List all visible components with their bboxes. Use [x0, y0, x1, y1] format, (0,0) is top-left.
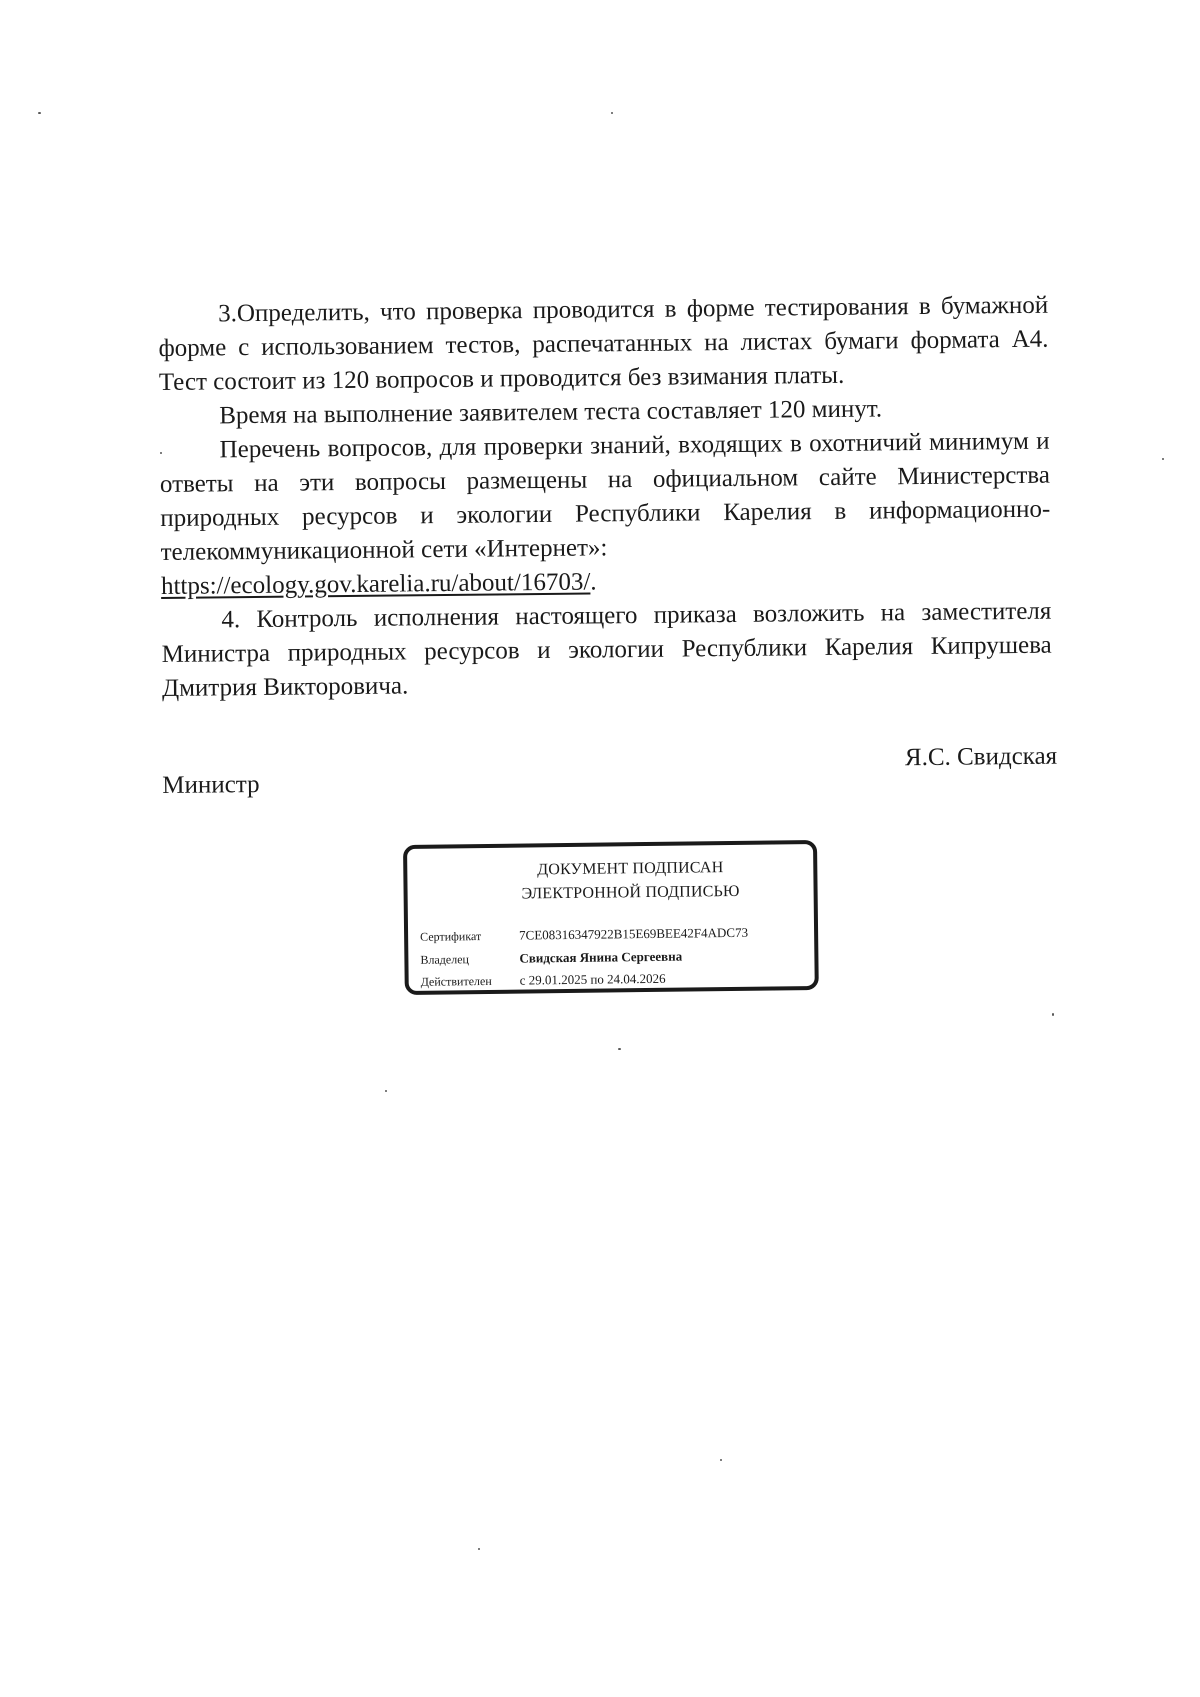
stamp-validity-label: Действителен	[420, 973, 492, 989]
document-body	[158, 289, 1052, 706]
signature-block	[162, 742, 1058, 799]
scan-speck	[1052, 1013, 1054, 1016]
scan-speck	[385, 1090, 387, 1092]
scan-speck	[720, 1459, 722, 1461]
paragraph-test-time: Время на выполнение заявителем теста составляет 120 минут.	[219, 395, 883, 430]
signatory-name: Я.С. Свидская	[904, 742, 1058, 772]
stamp-owner-value: Свидская Янина Сергеевна	[519, 948, 683, 966]
stamp-owner-row	[420, 949, 682, 968]
stamp-heading-line1: ДОКУМЕНТ ПОДПИСАН	[537, 859, 724, 879]
electronic-signature-stamp	[403, 840, 819, 995]
scan-speck	[611, 112, 613, 114]
link-trailing-period: .	[590, 568, 597, 596]
stamp-validity-row	[421, 971, 666, 990]
ecology-website-link[interactable]: https://ecology.gov.karelia.ru/about/16703/	[160, 568, 591, 600]
stamp-certificate-value: 7CE08316347922B15E69BEE42F4ADC73	[519, 924, 749, 943]
paragraph-item-4: 4. Контроль исполнения настоящего приказа возложить на заместителя Министра природных ресурсов и экологии Республики Карелия Кипрушева Дмитрия Викторовича.	[161, 597, 1052, 702]
paragraph-question-list-text: Перечень вопросов, для проверки знаний, входящих в охотничий минимум и ответы на эти вопросы размещены на официальном сайте Министерства природных ресурсов и экологии Республики Карелия в информационно-телекоммуникационной сети «Интернет»:	[159, 427, 1051, 566]
stamp-owner-label: Владелец	[420, 952, 469, 967]
scan-speck	[38, 112, 41, 114]
scan-speck	[160, 452, 162, 454]
stamp-validity-value: с 29.01.2025 по 24.04.2026	[519, 970, 666, 988]
scan-speck	[1162, 458, 1164, 460]
paragraph-item-3: 3.Определить, что проверка проводится в форме тестирования в бумажной форме с использованием тестов, распечатанных на листах бумаги формата А4. Тест состоит из 120 вопросов и проводится без взимания платы.	[158, 291, 1049, 396]
scan-speck	[618, 1048, 621, 1050]
stamp-certificate-label: Сертификат	[420, 929, 482, 944]
signatory-title: Министр	[162, 770, 260, 799]
paragraph-question-list	[159, 425, 1050, 570]
stamp-heading-line2: ЭЛЕКТРОННОЙ ПОДПИСЬЮ	[521, 882, 740, 903]
stamp-certificate-row	[420, 925, 748, 945]
scan-speck	[478, 1548, 480, 1550]
